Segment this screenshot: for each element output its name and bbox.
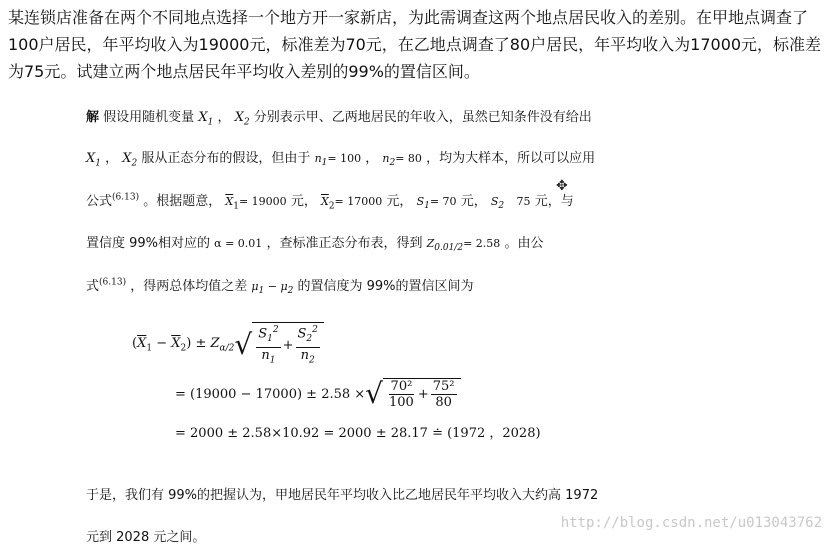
solution-line-3: 公式$^{(6.13)}$ 。根据题意， $\overline{X}_1= 19000$ 元， $\overline{X}_2= 17000$ 元， $S_1= 70$ 元， $S_2$ 75 元，与 bbox=[86, 192, 574, 212]
solution-line-1: 解 假设用随机变量 $X_1$ ， $X_2$ 分别表示甲、乙两地居民的年收入，虽然已知条件没有给出 bbox=[86, 110, 592, 128]
conclusion-line-2: 元到 2028 元之间。 bbox=[86, 530, 206, 545]
watermark: http://blog.csdn.net/u013043762 bbox=[560, 515, 822, 531]
conclusion-line-1: 于是，我们有 99%的把握认为，甲地居民年平均收入比乙地居民年平均收入大约高 1972 bbox=[86, 488, 599, 503]
solution-label: 解 bbox=[86, 110, 100, 125]
move-cursor-icon: ✥ bbox=[556, 178, 568, 194]
formula-line-2: = (19000 − 17000) ± 2.58 × √ $\frac{\text{70²}}{100}$ + $\frac{\text{75²}}{80}$ bbox=[175, 378, 461, 410]
solution-line-5: 式$^{(6.13)}$ ，得两总体均值之差 $\mu_1 - \mu_2$ 的置信度为 99%的置信区间为 bbox=[86, 277, 474, 297]
problem-statement: 某连锁店准备在两个不同地点选择一个地方开一家新店，为此需调查这两个地点居民收入的差别。在甲地点调查了100户居民，年平均收入为19000元，标准差为70元，在乙地点调查了80户居民，年平均收入为17000元，标准差为75元。试建立两个地点居民年平均收入差别的99%的置信区间。 bbox=[8, 8, 822, 81]
solution-line-2: $X_1$ ， $X_2$ 服从正态分布的假设，但由于 $n_1= 100$ ， $n_2= 80$ ，均为大样本，所以可以应用 bbox=[86, 151, 596, 169]
solution-line-4: 置信度 99%相对应的 α = 0.01 ，查标准正态分布表，得到 $Z_{0.01/2}= 2.58$ 。由公 bbox=[86, 236, 544, 254]
formula-line-3: = 2000 ± 2.58×10.92 = 2000 ± 28.17 ≐ (1972 ，2028) bbox=[175, 426, 541, 441]
formula-line-1: $(\overline{X}_1 - \overline{X}_2) \pm Z_{\alpha/2}$ √ $\frac{S_1^2}{n_1}$ + $\frac{S_2^2}{n_2}$ bbox=[132, 322, 324, 369]
